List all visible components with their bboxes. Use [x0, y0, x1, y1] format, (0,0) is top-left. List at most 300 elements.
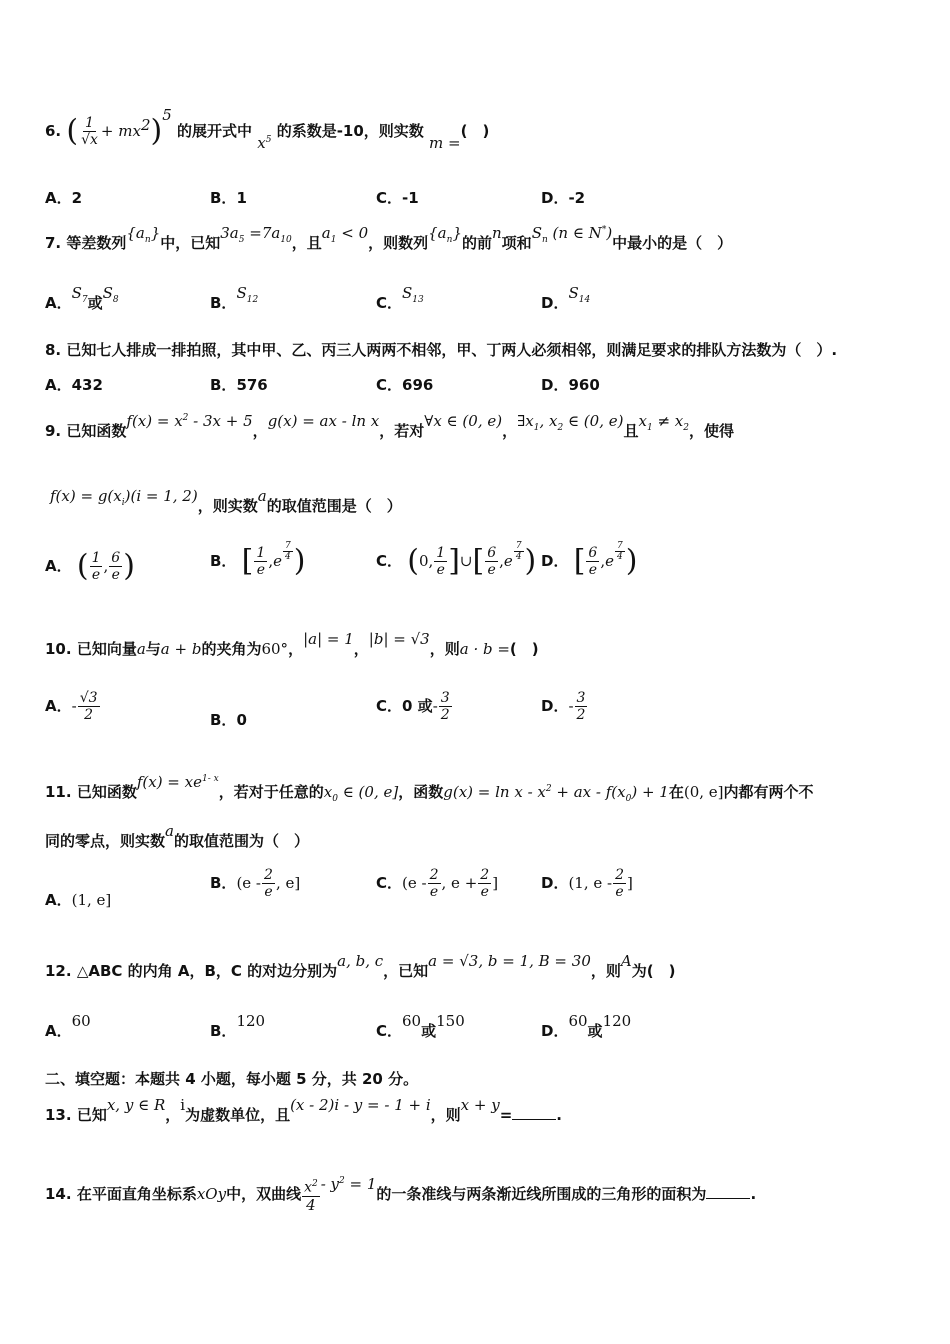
q9-text2: ，若对 — [379, 422, 425, 440]
den: 2 — [440, 707, 450, 723]
num: 7 — [284, 541, 291, 551]
q12-text2: ，已知 — [383, 962, 429, 980]
question-9-line2 — [50, 487, 402, 518]
q11-text5: 内都有两个不 — [723, 783, 814, 801]
cond2-tail: < 0 — [336, 224, 369, 242]
option-value — [71, 284, 88, 305]
den: 2 — [84, 707, 94, 723]
option-label: C． — [376, 189, 403, 207]
option-or: 或 — [421, 1022, 437, 1040]
q6-var: m = — [429, 134, 461, 152]
x0-base: x — [323, 783, 333, 801]
value-sub: 14 — [578, 295, 591, 305]
q6-paren: ( ) — [460, 122, 490, 140]
option-value: 120 — [236, 1012, 266, 1030]
q13-text4: ，则 — [430, 1106, 461, 1124]
g-sub: 0 — [625, 794, 632, 804]
comma: , — [268, 552, 274, 570]
tail-eq: = 1 — [344, 1174, 377, 1193]
option-label: D． — [541, 376, 569, 394]
option-sign: - — [432, 697, 438, 715]
q11-line2a: 同的零点，则实数 — [45, 832, 166, 850]
q7-cond2 — [321, 224, 369, 245]
option-value: 2 — [71, 189, 83, 207]
den: e — [615, 884, 624, 900]
num: 1 — [436, 545, 446, 561]
q12-text1: △ABC 的内角 A，B，C 的对边分别为 — [76, 962, 338, 980]
bracket-left: [ — [241, 543, 254, 579]
q8-option-a[interactable] — [45, 374, 103, 395]
seq-close: } — [452, 224, 462, 242]
q8-option-d[interactable] — [541, 374, 600, 395]
value-sub: 13 — [412, 295, 424, 305]
frac — [586, 545, 599, 578]
q13-text2: ， — [165, 1106, 181, 1124]
q10-text3: 的夹角为 — [201, 640, 262, 658]
f-base: f(x) = x — [126, 412, 183, 430]
x0-sub: 0 — [332, 794, 338, 804]
post: , e] — [275, 874, 301, 892]
exists-x: ∃x — [517, 412, 534, 430]
q6-right-paren: ) — [150, 113, 163, 149]
line2-expr: f(x) = g(x — [50, 487, 122, 505]
frac — [478, 867, 491, 900]
line2-tail: )(i = 1, 2) — [124, 487, 198, 505]
seq-open: {a — [126, 224, 145, 242]
option-label: C． — [376, 697, 403, 715]
q6-left-paren: ( — [66, 113, 79, 149]
q10-option-a[interactable] — [45, 690, 101, 723]
q14-text3: 的一条准线与两条渐近线所围成的三角形的面积为 — [376, 1184, 707, 1203]
frac — [613, 867, 626, 900]
option-label: D． — [541, 697, 569, 715]
g-tail: ) + 1 — [631, 783, 669, 801]
q7-option-a[interactable] — [45, 284, 119, 315]
q7-sum — [531, 224, 613, 245]
q12-option-d[interactable] — [541, 1012, 632, 1041]
q6-fraction — [79, 115, 100, 148]
q10-angle: 60° — [261, 640, 289, 658]
q14-tail — [321, 1175, 377, 1193]
option-label: C． — [376, 376, 403, 394]
e-exp — [514, 541, 524, 562]
question-8 — [45, 339, 837, 360]
q11-text2: ，若对于任意的 — [218, 783, 324, 801]
g-exp: 2 — [545, 784, 552, 794]
q13-end: . — [556, 1106, 562, 1124]
paren-right: ) — [524, 543, 537, 579]
e-exp — [283, 541, 293, 562]
value-s: S — [568, 284, 579, 302]
q10-abs-b: |b| = √3 — [368, 630, 430, 648]
q12-text4: 为( ) — [631, 962, 676, 980]
frac — [109, 550, 122, 583]
q8-option-b[interactable] — [210, 374, 268, 395]
q7-text3: ，且 — [291, 234, 322, 252]
frac — [428, 867, 441, 900]
q6-term-base: x — [257, 134, 266, 152]
q7-option-d[interactable] — [541, 284, 591, 315]
q11-f — [137, 773, 219, 791]
q7-option-b[interactable] — [210, 284, 259, 315]
comma: , — [103, 557, 109, 575]
den: 2 — [576, 707, 586, 723]
tail-exp: 2 — [339, 1175, 345, 1186]
q10-text4: ， — [288, 640, 304, 658]
num: 3 — [440, 690, 450, 706]
f-exp: 2 — [182, 413, 189, 423]
value-sub: 7 — [81, 295, 88, 305]
option-label: B． — [210, 376, 237, 394]
q12-option-c[interactable] — [376, 1012, 465, 1041]
option-label: C． — [376, 294, 403, 312]
q9-text5: ，使得 — [689, 422, 735, 440]
option-label: A． — [45, 891, 72, 909]
question-6 — [45, 106, 490, 152]
q6-expr-tail-exp: 2 — [140, 116, 151, 134]
q11-option-c[interactable] — [376, 867, 498, 900]
option-sign: - — [71, 697, 77, 715]
option-label: C． — [376, 552, 403, 570]
den: 4 — [515, 552, 522, 562]
q13-text3: 为虚数单位，且 — [185, 1106, 291, 1124]
q10-number: 10. — [45, 640, 72, 658]
q7-n: n — [492, 224, 502, 242]
num: 3 — [576, 690, 586, 706]
q11-option-a[interactable] — [45, 889, 111, 910]
q6-frac-num: 1 — [85, 115, 94, 131]
q13-eq: (x - 2)i - y = - 1 + i — [290, 1096, 431, 1114]
q6-option-b[interactable] — [210, 187, 247, 208]
num — [302, 1176, 320, 1197]
option-label: C． — [376, 874, 403, 892]
q10-option-d[interactable] — [541, 690, 588, 723]
q13-equals: = — [499, 1106, 513, 1124]
den: 4 — [284, 552, 291, 562]
g-mid: + ax - f(x — [551, 783, 626, 801]
option-value: 432 — [71, 376, 103, 394]
option-label: B． — [210, 874, 237, 892]
f-exp: 1- x — [201, 774, 219, 784]
q9-forall: ∀x ∈ (0, e) — [424, 412, 503, 430]
q6-option-c[interactable] — [376, 187, 419, 208]
den: e — [91, 567, 101, 583]
q9-option-b[interactable] — [210, 541, 306, 579]
den: 4 — [617, 552, 623, 562]
q10-option-c[interactable] — [376, 690, 453, 723]
den: e — [111, 567, 120, 583]
q9-number: 9. — [45, 422, 62, 440]
num: √3 — [79, 690, 98, 706]
sum-close: ) — [606, 224, 613, 242]
exists-sub1: 1 — [533, 423, 540, 433]
q11-x0 — [323, 783, 399, 804]
seq-sub: n — [144, 235, 151, 245]
neq-sub1: 1 — [646, 423, 653, 433]
q9-neq — [638, 412, 690, 433]
option-label: B． — [210, 189, 237, 207]
den: e — [436, 562, 445, 578]
post: ] — [627, 874, 633, 892]
q14-frac — [302, 1176, 320, 1213]
q6-term-exp: 5 — [265, 135, 272, 145]
num: 1 — [256, 545, 266, 561]
g-base: g(x) = ln x - x — [443, 783, 546, 801]
q10-dot: a · b = — [459, 640, 510, 658]
q7-text1: 等差数列 — [66, 234, 127, 252]
question-11 — [45, 773, 814, 804]
value-sub: 8 — [112, 295, 119, 305]
option-label: D． — [541, 874, 569, 892]
den: e — [264, 884, 273, 900]
q10-ab: a + b — [160, 640, 202, 658]
frac — [439, 690, 452, 723]
q7-text6: 项和 — [501, 234, 532, 252]
cond1-a: 3a — [220, 224, 239, 242]
value-s: S — [402, 284, 413, 302]
q12-text3: ，则 — [590, 962, 621, 980]
option-or: 或 — [87, 294, 103, 312]
option-label: C． — [376, 1022, 403, 1040]
q11-option-d[interactable] — [541, 867, 633, 900]
q7-option-c[interactable] — [376, 284, 424, 315]
q11-text3: ，函数 — [398, 783, 444, 801]
num: 2 — [264, 867, 273, 883]
q7-text4: ，则数列 — [368, 234, 429, 252]
num: 6 — [588, 545, 598, 561]
cond2-sub: 1 — [330, 235, 337, 245]
q13-number: 13. — [45, 1106, 72, 1124]
num: 2 — [429, 867, 439, 883]
frac — [262, 867, 275, 900]
x0-tail: ∈ (0, e] — [337, 783, 399, 801]
q12-option-b[interactable] — [210, 1012, 266, 1041]
exists-sub2: 2 — [557, 423, 564, 433]
num: 1 — [91, 550, 101, 566]
option-value: 60 — [568, 1012, 588, 1030]
frac — [434, 545, 447, 578]
q6-expr-tail: + mx — [100, 122, 141, 140]
q9-g: g(x) = ax - ln x — [267, 412, 380, 430]
comma: , — [600, 552, 606, 570]
option-label: A． — [45, 557, 72, 575]
question-13 — [45, 1096, 562, 1125]
q14-number: 14. — [45, 1184, 72, 1203]
den: e — [588, 562, 598, 578]
option-value2 — [102, 284, 119, 305]
question-9 — [45, 412, 735, 443]
q13-text1: 已知 — [76, 1106, 107, 1124]
q6-option-a[interactable] — [45, 187, 82, 208]
num: 6 — [111, 550, 121, 566]
q7-seq2 — [428, 224, 462, 245]
exists-tail: ∈ (0, e) — [563, 412, 624, 430]
post: ] — [492, 874, 499, 892]
sum-s: S — [531, 224, 542, 242]
q9-text7: 的取值范围是（ ） — [266, 497, 402, 515]
q6-text1: 的展开式中 — [177, 122, 253, 140]
option-value: 960 — [568, 376, 600, 394]
frac — [485, 545, 498, 578]
den: e — [487, 562, 496, 578]
q6-term — [257, 134, 271, 152]
pre: (e - — [402, 874, 427, 892]
q9-text4: 且 — [623, 422, 639, 440]
den: e — [480, 884, 489, 900]
q12-A: A — [620, 952, 632, 970]
q7-cond1 — [220, 224, 292, 245]
num-base: x — [304, 1179, 312, 1196]
q13-sum: x + y — [460, 1096, 500, 1114]
paren-left: ( — [407, 543, 419, 579]
q12-cond: a = √3, b = 1, B = 30 — [428, 952, 591, 970]
option-or: 或 — [587, 1022, 603, 1040]
q11-interval: (0, e] — [683, 783, 724, 801]
cup: ∪ — [459, 552, 473, 570]
option-value: 60 — [71, 1012, 91, 1030]
num: 2 — [615, 867, 625, 883]
q8-option-c[interactable] — [376, 374, 433, 395]
q9-text1: 已知函数 — [66, 422, 127, 440]
q10-text2: 与 — [145, 640, 161, 658]
q10-a: a — [136, 640, 146, 658]
option-value: 0 — [236, 711, 247, 729]
e-base: e — [503, 552, 513, 570]
option-value — [568, 284, 591, 305]
q9-line2-expr — [50, 487, 198, 508]
option-label: A． — [45, 1022, 72, 1040]
neq-x: x — [638, 412, 647, 430]
bracket-right: ] — [448, 543, 460, 579]
option-value: -2 — [568, 189, 586, 207]
q11-line2b: 的取值范围为（ ） — [173, 832, 309, 850]
q6-frac-den: √x — [81, 132, 98, 148]
q9-option-c[interactable] — [376, 541, 537, 579]
q6-option-d[interactable] — [541, 187, 585, 208]
q7-text5: 的前 — [461, 234, 492, 252]
cond1-sub2: 10 — [280, 235, 292, 245]
option-label: A． — [45, 376, 72, 394]
q7-seq — [126, 224, 161, 245]
cond1-sub: 5 — [238, 235, 245, 245]
option-label: D． — [541, 1022, 569, 1040]
pre: (e - — [236, 874, 262, 892]
q10-text6: ，则 — [429, 640, 460, 658]
q7-text2: 中，已知 — [160, 234, 221, 252]
paren-right: ) — [625, 543, 638, 579]
bracket-left: [ — [472, 543, 485, 579]
q9-option-a[interactable] — [45, 550, 135, 583]
sum-sub: n — [541, 235, 548, 245]
question-10 — [45, 630, 539, 659]
q11-number: 11. — [45, 783, 72, 801]
pre: (1, e - — [568, 874, 613, 892]
num: 6 — [487, 545, 497, 561]
option-value2: 150 — [436, 1012, 465, 1030]
q8-number: 8. — [45, 341, 62, 359]
option-value — [402, 284, 424, 305]
q12-option-a[interactable] — [45, 1012, 91, 1041]
q10-text5: ， — [353, 640, 369, 658]
q11-a: a — [165, 822, 174, 840]
e-exp — [615, 541, 625, 562]
q12-number: 12. — [45, 962, 72, 980]
mid: , e + — [441, 874, 478, 892]
sum-tail: (n ∈ N — [547, 224, 602, 242]
question-7 — [45, 224, 733, 255]
q13-xy: x, y ∈ R — [106, 1096, 166, 1114]
den: e — [256, 562, 265, 578]
q6-number: 6. — [45, 122, 62, 140]
option-label: B． — [210, 294, 237, 312]
q14-text2: 中，双曲线 — [226, 1184, 302, 1203]
option-label: B． — [210, 1022, 237, 1040]
q6-outer-exp: 5 — [162, 106, 172, 124]
zero: 0, — [418, 552, 434, 570]
neq-sub2: 2 — [683, 423, 690, 433]
option-value: -1 — [402, 189, 419, 207]
q11-option-b[interactable] — [210, 867, 300, 900]
paren-left: ( — [76, 548, 89, 584]
q10-option-b[interactable] — [210, 709, 247, 730]
q11-text4: 在 — [668, 783, 684, 801]
option-value: 696 — [402, 376, 434, 394]
frac — [575, 690, 588, 723]
q11-g — [443, 783, 669, 804]
frac — [254, 545, 267, 578]
e-base: e — [273, 552, 282, 570]
f-base: f(x) = xe — [136, 773, 202, 791]
q6-text2: 的系数是-10，则实数 — [276, 122, 424, 140]
q14-end: . — [750, 1184, 757, 1203]
comma: , — [499, 552, 504, 570]
q14-answer-blank[interactable] — [706, 1184, 750, 1199]
option-label: A． — [45, 189, 72, 207]
q9-option-d[interactable] — [541, 541, 638, 579]
q14-text1: 在平面直角坐标系 — [76, 1184, 197, 1203]
num: 7 — [515, 541, 522, 551]
value-sub: 12 — [246, 295, 259, 305]
tail-base: - y — [320, 1174, 340, 1193]
option-label: D． — [541, 552, 569, 570]
option-value: 0 或 — [402, 697, 433, 715]
q14-xoy: xOy — [196, 1184, 227, 1203]
neq-mid: ≠ x — [652, 412, 684, 430]
question-14 — [45, 1176, 756, 1213]
option-value: (1, e] — [71, 891, 112, 909]
question-12 — [45, 952, 676, 981]
seq-sub: n — [446, 235, 453, 245]
q13-answer-blank[interactable] — [512, 1105, 556, 1120]
frac — [90, 550, 103, 583]
sum-star: * — [601, 225, 607, 235]
value-s: S — [236, 284, 247, 302]
q7-text7: 中最小的是（ ） — [612, 234, 733, 252]
q10-abs-a: |a| = 1 — [303, 630, 354, 648]
seq-open: {a — [428, 224, 447, 242]
q12-abc: a, b, c — [337, 952, 384, 970]
q11-text1: 已知函数 — [76, 783, 137, 801]
q9-a: a — [257, 487, 267, 505]
e-base: e — [605, 552, 614, 570]
option-label: D． — [541, 294, 569, 312]
q7-number: 7. — [45, 234, 62, 252]
option-label: B． — [210, 711, 237, 729]
bracket-left: [ — [573, 543, 586, 579]
q9-text6: ，则实数 — [197, 497, 258, 515]
value-s: S — [102, 284, 113, 302]
f-tail: - 3x + 5 — [188, 412, 253, 430]
